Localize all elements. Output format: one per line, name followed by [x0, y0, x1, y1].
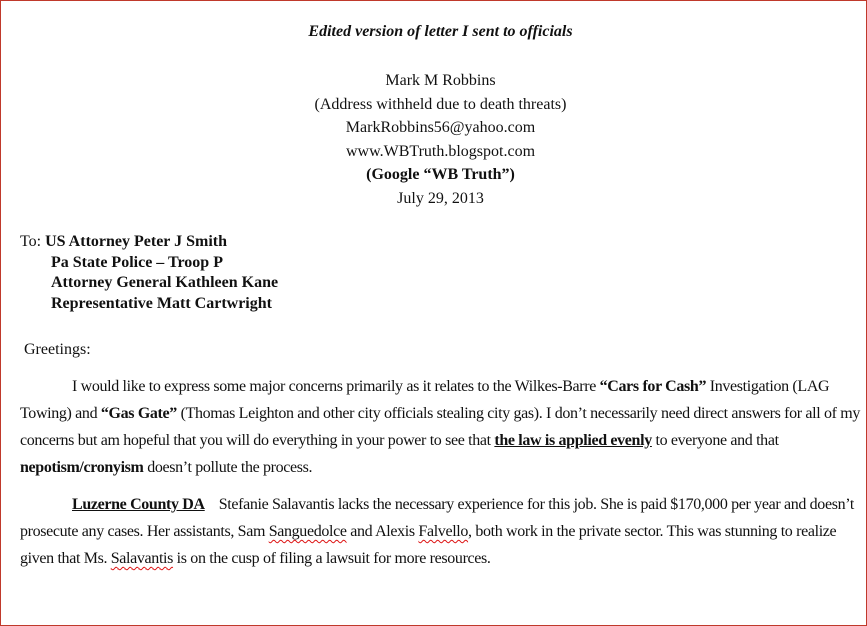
sender-email: MarkRobbins56@yahoo.com: [345, 119, 536, 136]
recipient: Representative Matt Cartwright: [51, 294, 272, 312]
section-heading: Luzerne County DA: [72, 496, 205, 513]
paragraph-text: is on the cusp of filing a lawsuit for more resources.: [173, 550, 491, 567]
paragraph-text: Investigation (LAG Towing) and: [20, 378, 830, 422]
paragraph-text: , both work in the private sector. This was stunning to realize given that Ms.: [20, 523, 837, 567]
sender-website: www.WBTruth.blogspot.com: [345, 142, 536, 160]
recipient: Attorney General Kathleen Kane: [51, 274, 279, 291]
sender-header: [1, 69, 867, 210]
greeting: Greetings:: [24, 341, 91, 358]
paragraph-text: (Thomas Leighton and other city officials stealing city gas). I don’t necessarily need direct answers for all of my concerns but am hopeful that you will do everything in your power to see that: [20, 405, 860, 449]
bold-underlined-phrase: the law is applied evenly: [494, 432, 652, 449]
paragraph-text: doesn’t pollute the process.: [143, 459, 313, 476]
letter-date: July 29, 2013: [397, 189, 484, 207]
paragraph-text: and Alexis: [346, 523, 419, 540]
sender-google-note: (Google “WB Truth”): [366, 166, 515, 183]
recipients-block: [20, 232, 278, 314]
bold-phrase: “Cars for Cash”: [599, 378, 707, 395]
spellcheck-flagged-word: Falvello: [418, 523, 469, 540]
spellcheck-flagged-word: Salavantis: [110, 550, 174, 567]
sender-address-note: (Address withheld due to death threats): [314, 95, 567, 113]
paragraph-concerns: [20, 373, 866, 481]
sender-name: Mark M Robbins: [385, 72, 496, 89]
spellcheck-flagged-word: Sanguedolce: [268, 523, 347, 540]
bold-phrase: “Gas Gate”: [100, 405, 177, 422]
bold-phrase: nepotism/cronyism: [20, 459, 144, 476]
paragraph-text: to everyone and that: [651, 432, 779, 449]
paragraph-luzerne-da: [20, 491, 866, 572]
paragraph-text: I would like to express some major concerns primarily as it relates to the Wilkes-Barre: [72, 378, 600, 395]
recipients-prefix: To:: [20, 233, 46, 250]
recipient: US Attorney Peter J Smith: [45, 233, 228, 250]
document-title: Edited version of letter I sent to officials: [308, 23, 573, 40]
recipient: Pa State Police – Troop P: [51, 253, 223, 271]
paragraph-text: Stefanie Salavantis lacks the necessary experience for this job. She is paid $170,000 per year and doesn’t prosecute any cases. Her assistants, Sam: [20, 496, 855, 540]
